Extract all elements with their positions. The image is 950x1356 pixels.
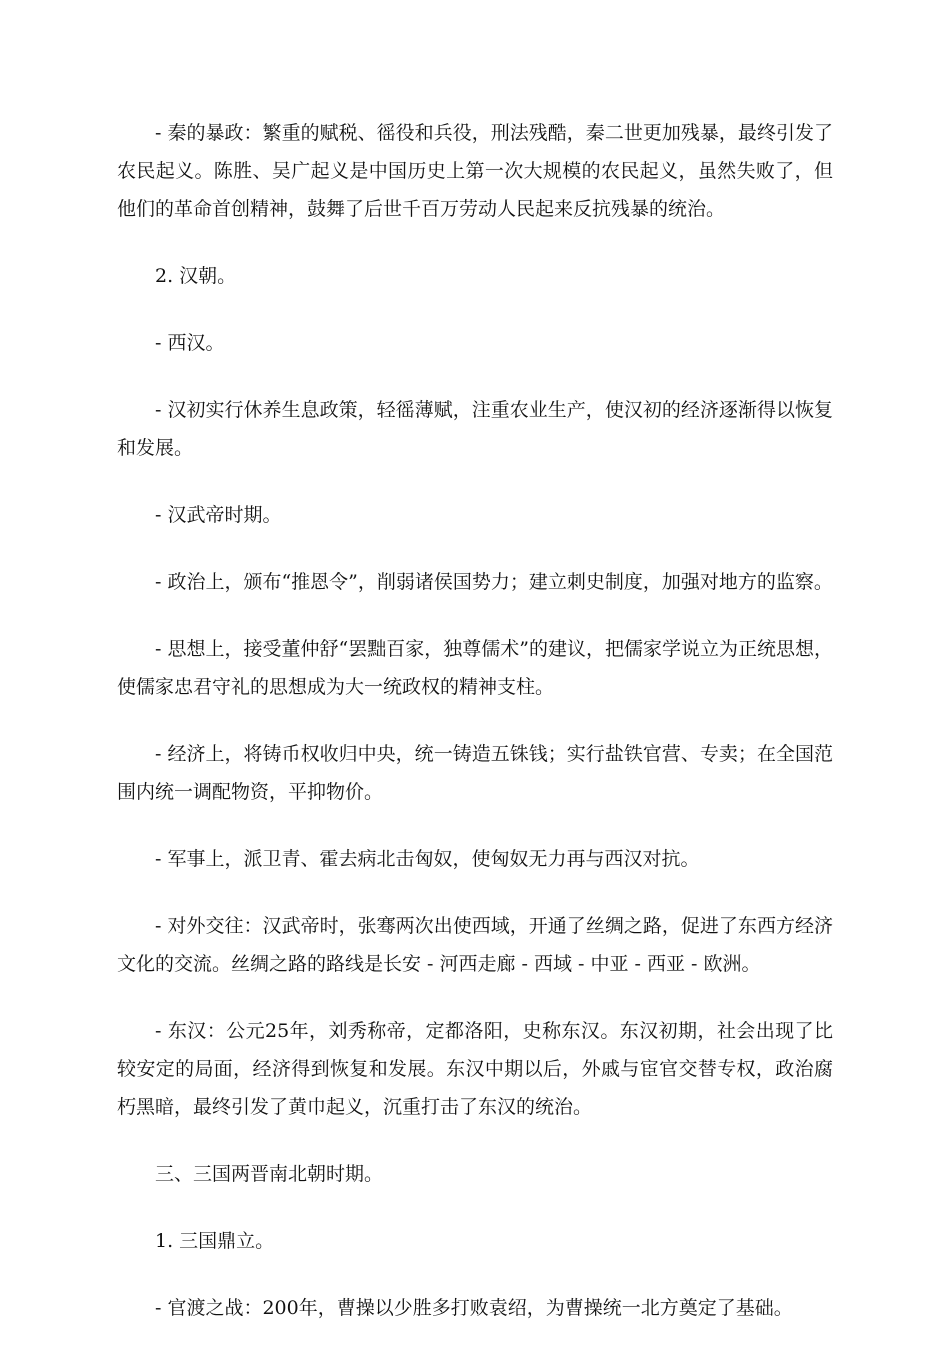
heading-three-kingdoms-period: 三、三国两晋南北朝时期。 [155, 1163, 384, 1185]
paragraph-qin-tyranny: - 秦的暴政：繁重的赋税、徭役和兵役，刑法残酷，秦二世更加残暴，最终引发了农民起义。陈胜、吴广起义是中国历史上第一次大规模的农民起义，虽然失败了，但他们的革命首创精神，鼓舞了后世千百万劳动人民起来反抗残暴的统治。 [117, 122, 833, 220]
paragraph-military: - 军事上，派卫青、霍去病北击匈奴，使匈奴无力再与西汉对抗。 [155, 848, 700, 870]
document-body [117, 114, 833, 1356]
paragraph-guandu-battle: - 官渡之战：200年，曹操以少胜多打败袁绍，为曹操统一北方奠定了基础。 [155, 1297, 793, 1319]
paragraph-ideology: - 思想上，接受董仲舒“罢黜百家，独尊儒术”的建议，把儒家学说立为正统思想，使儒家忠君守礼的思想成为大一统政权的精神支柱。 [117, 638, 833, 698]
heading-emperor-wu: - 汉武帝时期。 [155, 504, 282, 526]
paragraph-economy: - 经济上，将铸币权收归中央，统一铸造五铢钱；实行盐铁官营、专卖；在全国范围内统一调配物资，平抑物价。 [117, 743, 833, 803]
paragraph-foreign-relations: - 对外交往：汉武帝时，张骞两次出使西域，开通了丝绸之路，促进了东西方经济文化的交流。丝绸之路的路线是长安 - 河西走廊 - 西域 - 中亚 - 西亚 - 欧洲。 [117, 915, 833, 975]
paragraph-politics: - 政治上，颁布“推恩令”，削弱诸侯国势力；建立刺史制度，加强对地方的监察。 [155, 571, 833, 593]
heading-han-dynasty: 2. 汉朝。 [155, 265, 237, 287]
paragraph-eastern-han: - 东汉：公元25年，刘秀称帝，定都洛阳，史称东汉。东汉初期，社会出现了比较安定的局面，经济得到恢复和发展。东汉中期以后，外戚与宦官交替专权，政治腐朽黑暗，最终引发了黄巾起义，沉重打击了东汉的统治。 [117, 1020, 833, 1118]
paragraph-early-han-policy: - 汉初实行休养生息政策，轻徭薄赋，注重农业生产，使汉初的经济逐渐得以恢复和发展。 [117, 399, 833, 459]
heading-western-han: - 西汉。 [155, 332, 225, 354]
heading-three-kingdoms: 1. 三国鼎立。 [155, 1230, 275, 1252]
